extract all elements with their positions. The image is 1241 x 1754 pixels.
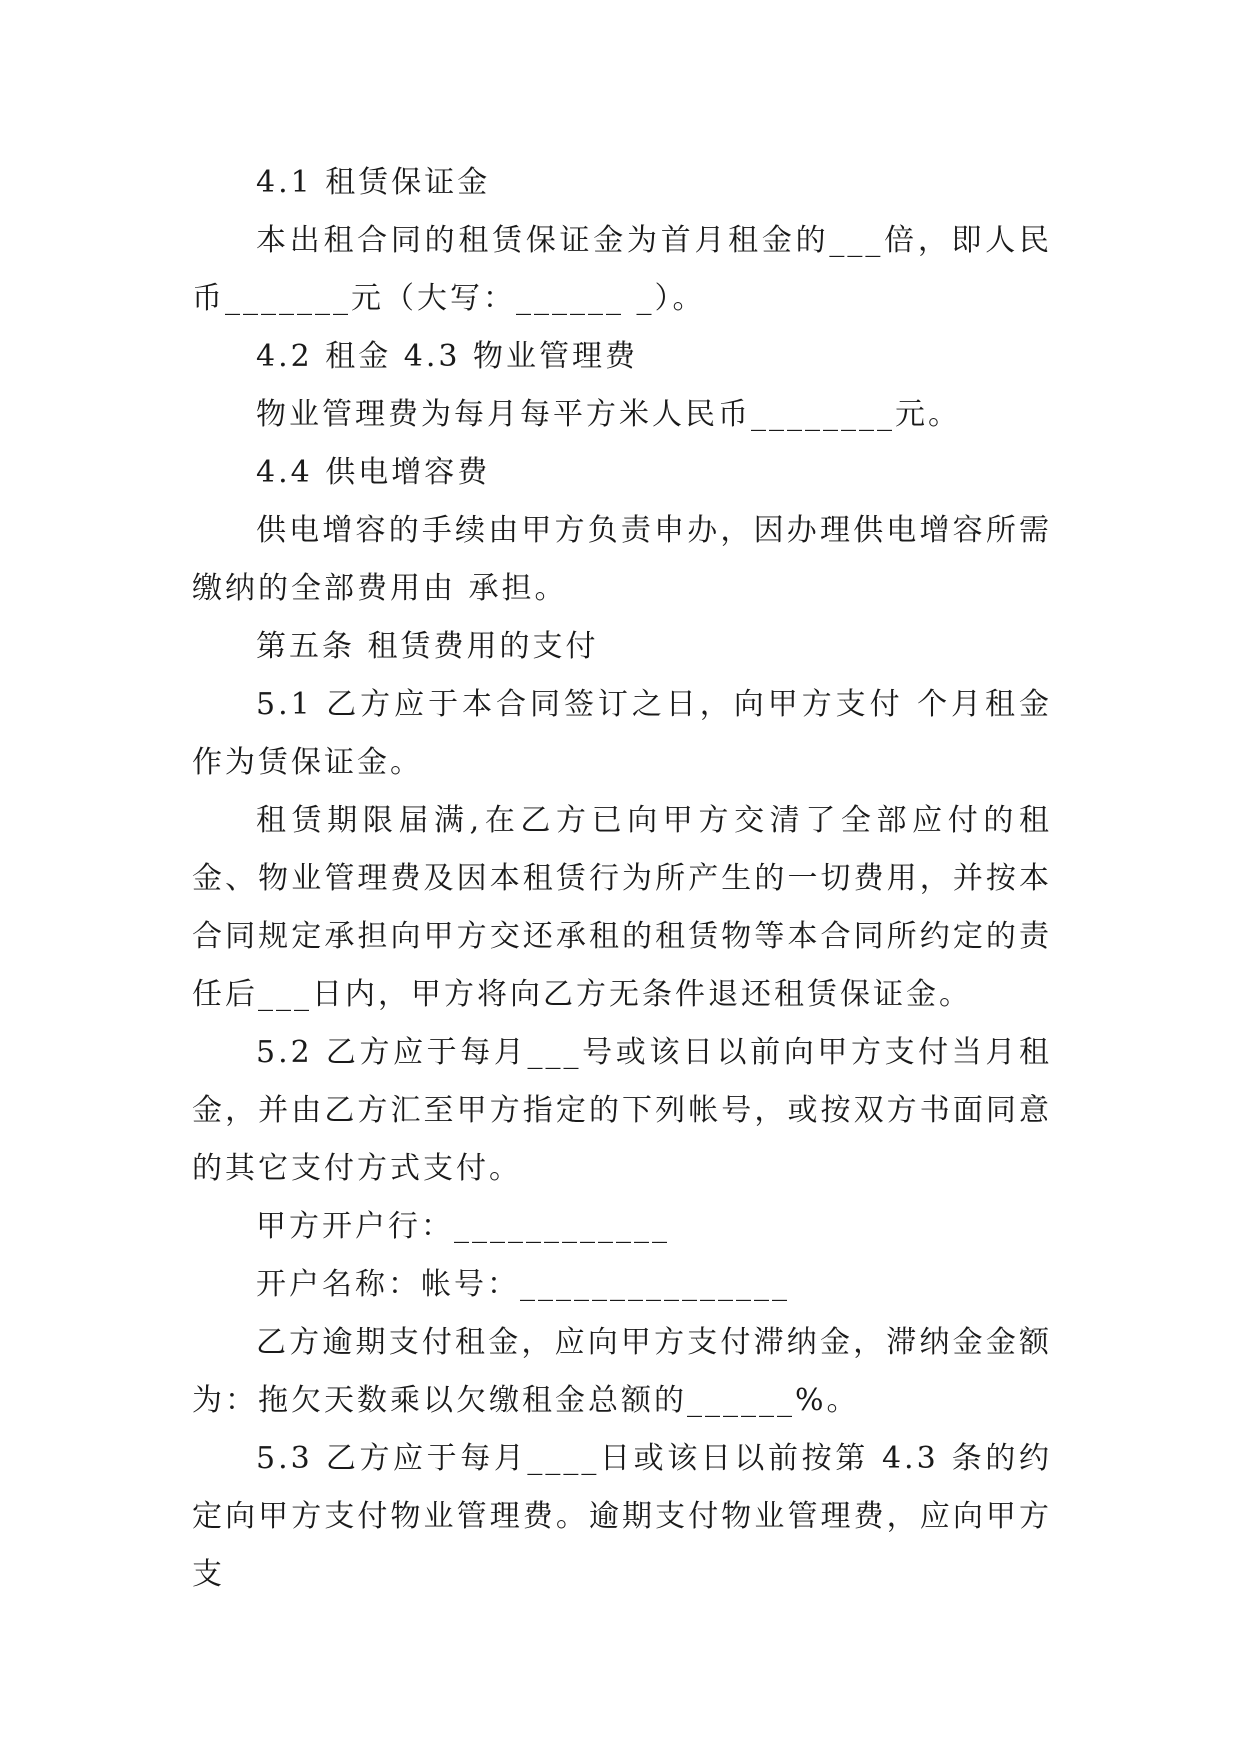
section-heading-4-4: 4.4 供电增容费 (256, 455, 491, 490)
paragraph-account-info: 开户名称：帐号：_______________ (256, 1267, 790, 1302)
paragraph-power-capacity-fee: 供电增容的手续由甲方负责申办，因办理供电增容所需缴纳的全部费用由 承担。 (192, 513, 1052, 606)
paragraph-5-2: 5.2 乙方应于每月___号或该日以前向甲方支付当月租金，并由乙方汇至甲方指定的下列帐号，或按双方书面同意的其它支付方式支付。 (192, 1035, 1052, 1186)
paragraph-5-1: 5.1 乙方应于本合同签订之日，向甲方支付 个月租金作为赁保证金。 (192, 687, 1052, 780)
article-heading-5: 第五条 租赁费用的支付 (256, 629, 599, 664)
paragraph-management-fee: 物业管理费为每月每平方米人民币________元。 (256, 397, 961, 432)
paragraph-5-3: 5.3 乙方应于每月____日或该日以前按第 4.3 条的约定向甲方支付物业管理费。逾期支付物业管理费，应向甲方支 (192, 1441, 1052, 1592)
paragraph-deposit-amount: 本出租合同的租赁保证金为首月租金的___倍，即人民币_______元（大写：______ _）。 (192, 223, 1052, 316)
paragraph-deposit-refund: 租赁期限届满,在乙方已向甲方交清了全部应付的租金、物业管理费及因本租赁行为所产生的一切费用，并按本合同规定承担向甲方交还承租的租赁物等本合同所约定的责任后___日内，甲方将向乙方无条件退还租赁保证金。 (192, 803, 1052, 1012)
document-body (192, 154, 1052, 1604)
section-heading-4-1: 4.1 租赁保证金 (256, 165, 491, 200)
section-heading-4-2-4-3: 4.2 租金 4.3 物业管理费 (256, 339, 639, 374)
paragraph-bank-name: 甲方开户行：____________ (256, 1209, 670, 1244)
paragraph-late-fee: 乙方逾期支付租金，应向甲方支付滞纳金，滞纳金金额为：拖欠天数乘以欠缴租金总额的______%。 (192, 1325, 1052, 1418)
